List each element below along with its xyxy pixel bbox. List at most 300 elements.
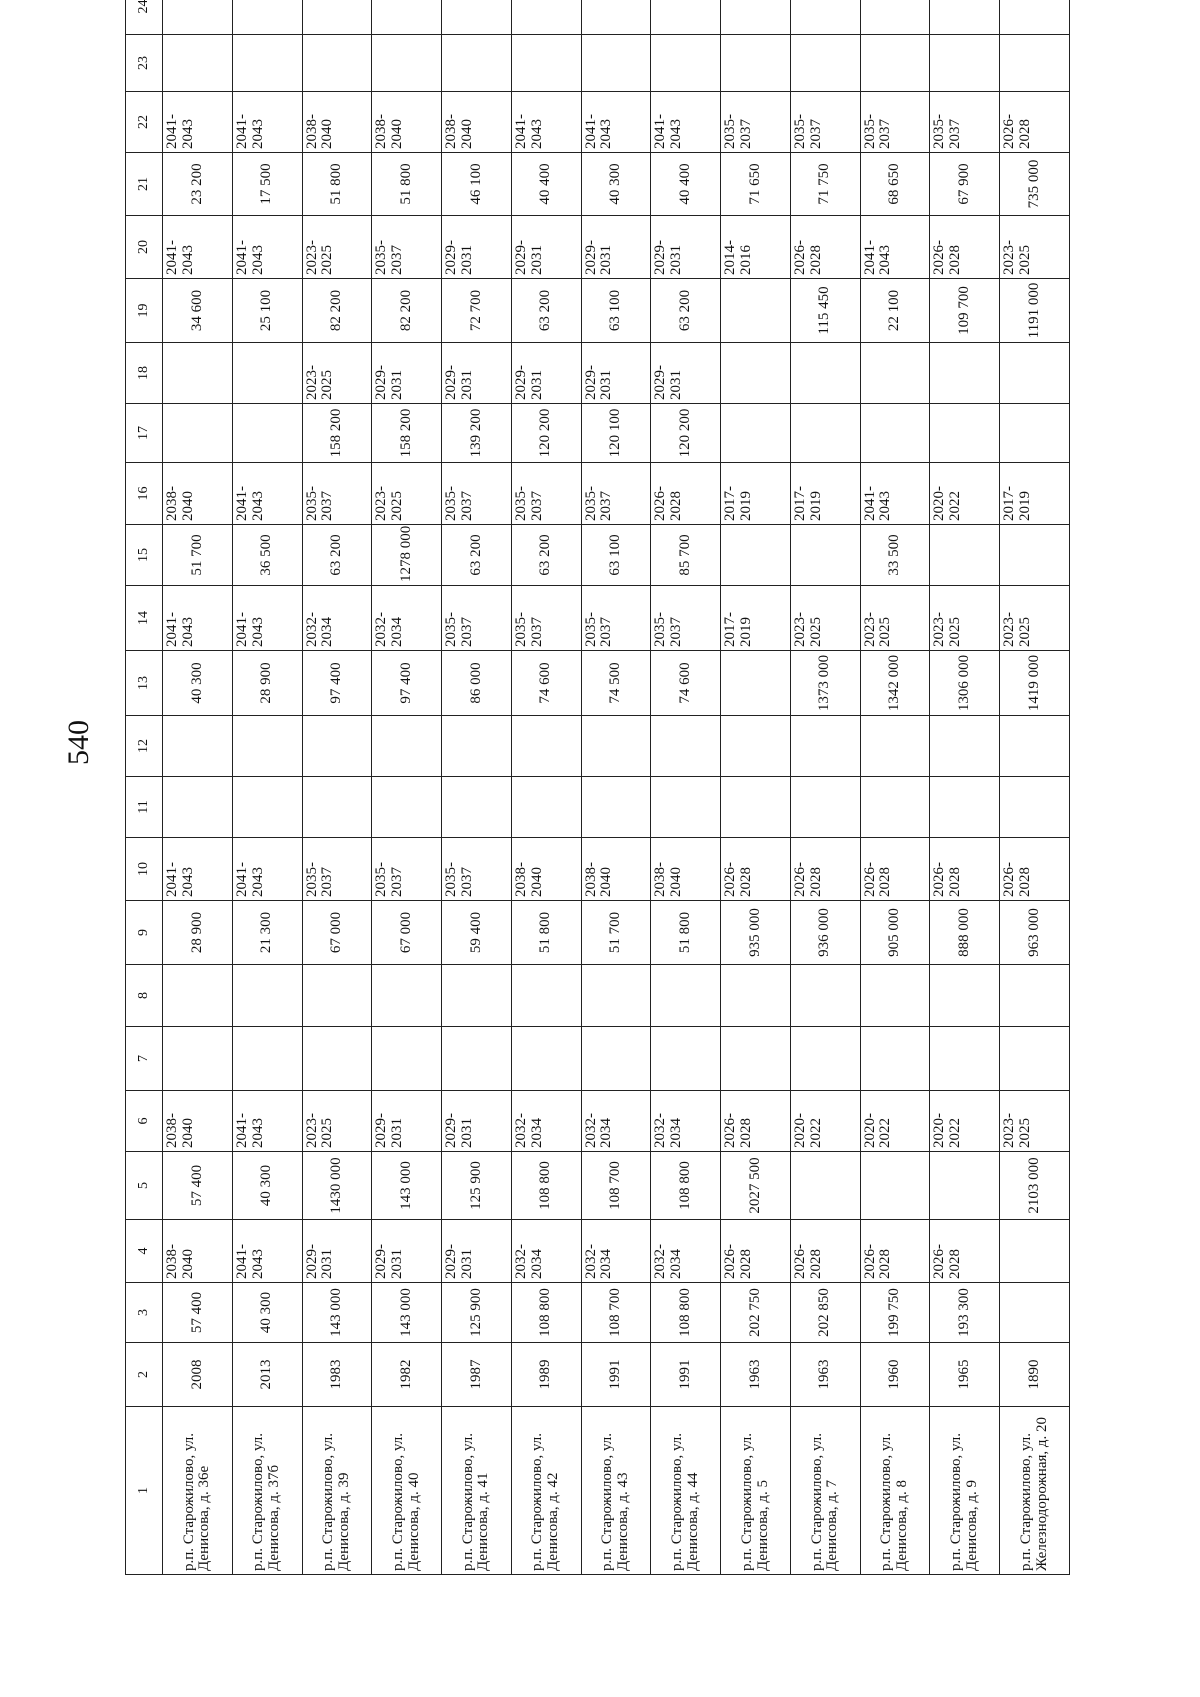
value-cell: [721, 777, 791, 838]
column-header-10: 10: [126, 838, 163, 901]
period-cell: 2035-2037: [651, 586, 721, 651]
column-header-4: 4: [126, 1220, 163, 1283]
period-cell: 2023-2025: [1000, 586, 1070, 651]
value-cell: [790, 525, 860, 586]
value-cell: 108 700: [581, 1283, 651, 1343]
period-cell: [1000, 1220, 1070, 1283]
value-cell: [651, 716, 721, 777]
value-cell: 1987: [442, 1343, 512, 1407]
value-cell: [163, 1027, 233, 1091]
value-cell: 143 000: [372, 1283, 442, 1343]
period-cell: 2041-2043: [163, 92, 233, 153]
value-cell: [302, 0, 372, 35]
period-cell: 2035-2037: [930, 92, 1000, 153]
value-cell: [581, 965, 651, 1027]
address-cell: р.п. Старожилово, ул. Денисова, д. 44: [651, 1407, 721, 1575]
period-cell: [1000, 343, 1070, 404]
period-cell: 2020-2022: [860, 1091, 930, 1152]
value-cell: [1000, 716, 1070, 777]
period-cell: 2020-2022: [930, 463, 1000, 525]
value-cell: 82 200: [372, 279, 442, 343]
value-cell: [581, 0, 651, 35]
value-cell: [232, 716, 302, 777]
value-cell: 63 100: [581, 279, 651, 343]
value-cell: 1430 000: [302, 1152, 372, 1220]
table-row: [442, 0, 512, 1575]
value-cell: [721, 965, 791, 1027]
value-cell: [511, 0, 581, 35]
value-cell: [581, 777, 651, 838]
period-cell: 2032-2034: [302, 586, 372, 651]
period-cell: 2017-2019: [1000, 463, 1070, 525]
period-cell: 2038-2040: [163, 1220, 233, 1283]
value-cell: [790, 35, 860, 92]
period-cell: 2032-2034: [581, 1091, 651, 1152]
table-row: [930, 0, 1000, 1575]
value-cell: [930, 404, 1000, 463]
rotated-table-wrapper: [125, 0, 1070, 1575]
value-cell: [1000, 1283, 1070, 1343]
period-cell: [721, 343, 791, 404]
column-header-23: 23: [126, 35, 163, 92]
value-cell: [232, 35, 302, 92]
value-cell: [790, 777, 860, 838]
address-cell: р.п. Старожилово, ул. Денисова, д. 7: [790, 1407, 860, 1575]
address-cell: р.п. Старожилово, ул. Денисова, д. 39: [302, 1407, 372, 1575]
value-cell: [372, 777, 442, 838]
period-cell: 2041-2043: [581, 92, 651, 153]
period-cell: 2029-2031: [372, 1091, 442, 1152]
value-cell: 735 000: [1000, 153, 1070, 216]
period-cell: 2038-2040: [442, 92, 512, 153]
value-cell: [1000, 404, 1070, 463]
value-cell: [442, 1027, 512, 1091]
address-cell: р.п. Старожилово, ул. Денисова, д. 8: [860, 1407, 930, 1575]
value-cell: 108 800: [511, 1152, 581, 1220]
period-cell: 2026-2028: [721, 838, 791, 901]
address-cell: р.п. Старожилово, ул. Денисова, д. 42: [511, 1407, 581, 1575]
value-cell: 71 650: [721, 153, 791, 216]
period-cell: 2035-2037: [302, 463, 372, 525]
period-cell: 2038-2040: [163, 1091, 233, 1152]
value-cell: [860, 404, 930, 463]
value-cell: 905 000: [860, 901, 930, 965]
column-header-19: 19: [126, 279, 163, 343]
value-cell: 1342 000: [860, 651, 930, 716]
value-cell: 1890: [1000, 1343, 1070, 1407]
period-cell: 2038-2040: [511, 838, 581, 901]
value-cell: 108 800: [511, 1283, 581, 1343]
period-cell: 2041-2043: [860, 463, 930, 525]
column-header-3: 3: [126, 1283, 163, 1343]
address-cell: р.п. Старожилово, ул. Денисова, д. 43: [581, 1407, 651, 1575]
value-cell: [930, 525, 1000, 586]
value-cell: 1306 000: [930, 651, 1000, 716]
value-cell: [651, 965, 721, 1027]
value-cell: [790, 404, 860, 463]
column-header-24: 24: [126, 0, 163, 35]
value-cell: [372, 35, 442, 92]
column-header-2: 2: [126, 1343, 163, 1407]
column-header-16: 16: [126, 463, 163, 525]
value-cell: [721, 525, 791, 586]
period-cell: 2038-2040: [372, 92, 442, 153]
value-cell: 2027 500: [721, 1152, 791, 1220]
period-cell: 2035-2037: [511, 586, 581, 651]
period-cell: 2041-2043: [232, 586, 302, 651]
value-cell: [581, 1027, 651, 1091]
value-cell: [1000, 1027, 1070, 1091]
value-cell: 1991: [651, 1343, 721, 1407]
value-cell: [232, 965, 302, 1027]
value-cell: [372, 716, 442, 777]
period-cell: 2035-2037: [372, 216, 442, 279]
value-cell: 120 100: [581, 404, 651, 463]
period-cell: 2029-2031: [442, 216, 512, 279]
value-cell: [1000, 777, 1070, 838]
address-cell: р.п. Старожилово, ул. Денисова, д. 9: [930, 1407, 1000, 1575]
period-cell: 2023-2025: [930, 586, 1000, 651]
value-cell: 74 500: [581, 651, 651, 716]
value-cell: [232, 404, 302, 463]
table-row: [163, 0, 233, 1575]
value-cell: 71 750: [790, 153, 860, 216]
table-row: [302, 0, 372, 1575]
column-header-21: 21: [126, 153, 163, 216]
value-cell: 40 300: [232, 1152, 302, 1220]
value-cell: [721, 1027, 791, 1091]
period-cell: 2023-2025: [302, 216, 372, 279]
period-cell: 2023-2025: [860, 586, 930, 651]
period-cell: 2032-2034: [511, 1091, 581, 1152]
value-cell: [302, 965, 372, 1027]
period-cell: 2023-2025: [302, 343, 372, 404]
value-cell: 57 400: [163, 1283, 233, 1343]
value-cell: [651, 35, 721, 92]
period-cell: 2026-2028: [790, 838, 860, 901]
value-cell: 82 200: [302, 279, 372, 343]
table-row: [721, 0, 791, 1575]
period-cell: 2020-2022: [790, 1091, 860, 1152]
value-cell: [581, 716, 651, 777]
period-cell: 2026-2028: [930, 1220, 1000, 1283]
value-cell: 108 700: [581, 1152, 651, 1220]
value-cell: 120 200: [651, 404, 721, 463]
column-header-18: 18: [126, 343, 163, 404]
table-row: [651, 0, 721, 1575]
value-cell: 34 600: [163, 279, 233, 343]
value-cell: 46 100: [442, 153, 512, 216]
value-cell: [1000, 0, 1070, 35]
period-cell: 2014-2016: [721, 216, 791, 279]
page-number: 540: [62, 720, 95, 765]
value-cell: [442, 965, 512, 1027]
column-header-6: 6: [126, 1091, 163, 1152]
table-body: [163, 0, 1070, 1575]
value-cell: 1278 000: [372, 525, 442, 586]
value-cell: 28 900: [163, 901, 233, 965]
period-cell: 2038-2040: [651, 838, 721, 901]
value-cell: [721, 404, 791, 463]
value-cell: [721, 651, 791, 716]
value-cell: 72 700: [442, 279, 512, 343]
period-cell: 2029-2031: [511, 343, 581, 404]
value-cell: [860, 1152, 930, 1220]
value-cell: 1191 000: [1000, 279, 1070, 343]
period-cell: [860, 343, 930, 404]
value-cell: 63 200: [651, 279, 721, 343]
column-header-7: 7: [126, 1027, 163, 1091]
period-cell: 2026-2028: [930, 216, 1000, 279]
period-cell: 2032-2034: [511, 1220, 581, 1283]
value-cell: [163, 0, 233, 35]
period-cell: 2035-2037: [442, 838, 512, 901]
column-header-8: 8: [126, 965, 163, 1027]
value-cell: [721, 716, 791, 777]
value-cell: [511, 1027, 581, 1091]
period-cell: 2029-2031: [372, 1220, 442, 1283]
value-cell: 36 500: [232, 525, 302, 586]
value-cell: 85 700: [651, 525, 721, 586]
period-cell: 2017-2019: [790, 463, 860, 525]
value-cell: 63 200: [442, 525, 512, 586]
value-cell: [860, 965, 930, 1027]
period-cell: 2038-2040: [581, 838, 651, 901]
value-cell: 74 600: [511, 651, 581, 716]
value-cell: 936 000: [790, 901, 860, 965]
value-cell: [163, 404, 233, 463]
value-cell: 21 300: [232, 901, 302, 965]
value-cell: [442, 777, 512, 838]
value-cell: [232, 0, 302, 35]
value-cell: 67 900: [930, 153, 1000, 216]
column-header-11: 11: [126, 777, 163, 838]
period-cell: 2029-2031: [372, 343, 442, 404]
value-cell: 1983: [302, 1343, 372, 1407]
period-cell: 2035-2037: [721, 92, 791, 153]
value-cell: 63 100: [581, 525, 651, 586]
value-cell: 23 200: [163, 153, 233, 216]
column-header-5: 5: [126, 1152, 163, 1220]
period-cell: 2032-2034: [651, 1220, 721, 1283]
value-cell: [930, 35, 1000, 92]
value-cell: 125 900: [442, 1283, 512, 1343]
value-cell: 199 750: [860, 1283, 930, 1343]
period-cell: 2026-2028: [1000, 92, 1070, 153]
value-cell: 28 900: [232, 651, 302, 716]
value-cell: 57 400: [163, 1152, 233, 1220]
period-cell: 2017-2019: [721, 463, 791, 525]
period-cell: 2041-2043: [232, 1091, 302, 1152]
column-header-20: 20: [126, 216, 163, 279]
period-cell: 2023-2025: [302, 1091, 372, 1152]
value-cell: 143 000: [372, 1152, 442, 1220]
period-cell: 2020-2022: [930, 1091, 1000, 1152]
value-cell: 1373 000: [790, 651, 860, 716]
address-cell: р.п. Старожилово, ул. Железнодорожная, д. 20: [1000, 1407, 1070, 1575]
value-cell: 51 800: [511, 901, 581, 965]
value-cell: [372, 965, 442, 1027]
table-row: [372, 0, 442, 1575]
column-header-12: 12: [126, 716, 163, 777]
table-row: [581, 0, 651, 1575]
value-cell: 158 200: [372, 404, 442, 463]
period-cell: 2026-2028: [721, 1220, 791, 1283]
value-cell: 63 200: [511, 279, 581, 343]
value-cell: [721, 279, 791, 343]
period-cell: 2029-2031: [581, 216, 651, 279]
period-cell: 2041-2043: [163, 838, 233, 901]
period-cell: 2029-2031: [442, 1220, 512, 1283]
period-cell: 2035-2037: [372, 838, 442, 901]
period-cell: 2026-2028: [930, 838, 1000, 901]
header-row: [126, 0, 163, 1575]
period-cell: 2041-2043: [232, 1220, 302, 1283]
value-cell: 108 800: [651, 1283, 721, 1343]
value-cell: [930, 777, 1000, 838]
column-header-22: 22: [126, 92, 163, 153]
value-cell: [930, 716, 1000, 777]
period-cell: 2029-2031: [651, 343, 721, 404]
value-cell: [511, 777, 581, 838]
table-row: [1000, 0, 1070, 1575]
value-cell: 202 750: [721, 1283, 791, 1343]
value-cell: [721, 0, 791, 35]
period-cell: 2035-2037: [442, 586, 512, 651]
value-cell: 1960: [860, 1343, 930, 1407]
value-cell: [163, 965, 233, 1027]
value-cell: 963 000: [1000, 901, 1070, 965]
value-cell: 74 600: [651, 651, 721, 716]
value-cell: 67 000: [302, 901, 372, 965]
column-header-14: 14: [126, 586, 163, 651]
value-cell: [163, 35, 233, 92]
period-cell: 2023-2025: [372, 463, 442, 525]
period-cell: 2026-2028: [860, 1220, 930, 1283]
value-cell: [790, 1027, 860, 1091]
value-cell: 1982: [372, 1343, 442, 1407]
period-cell: 2029-2031: [442, 1091, 512, 1152]
value-cell: 33 500: [860, 525, 930, 586]
period-cell: 2041-2043: [232, 463, 302, 525]
value-cell: [860, 777, 930, 838]
period-cell: 2026-2028: [1000, 838, 1070, 901]
table-row: [232, 0, 302, 1575]
period-cell: 2041-2043: [860, 216, 930, 279]
period-cell: 2038-2040: [302, 92, 372, 153]
period-cell: [232, 343, 302, 404]
period-cell: 2026-2028: [790, 1220, 860, 1283]
value-cell: 51 800: [372, 153, 442, 216]
period-cell: 2023-2025: [1000, 216, 1070, 279]
value-cell: 158 200: [302, 404, 372, 463]
period-cell: 2023-2025: [790, 586, 860, 651]
value-cell: [651, 0, 721, 35]
value-cell: 86 000: [442, 651, 512, 716]
period-cell: [790, 343, 860, 404]
period-cell: 2035-2037: [442, 463, 512, 525]
value-cell: 125 900: [442, 1152, 512, 1220]
period-cell: 2035-2037: [302, 838, 372, 901]
value-cell: 40 300: [163, 651, 233, 716]
value-cell: [511, 716, 581, 777]
value-cell: [163, 777, 233, 838]
value-cell: [790, 0, 860, 35]
period-cell: 2029-2031: [511, 216, 581, 279]
period-cell: 2029-2031: [302, 1220, 372, 1283]
value-cell: 2008: [163, 1343, 233, 1407]
value-cell: [372, 1027, 442, 1091]
value-cell: 1965: [930, 1343, 1000, 1407]
period-cell: 2035-2037: [860, 92, 930, 153]
period-cell: 2023-2025: [1000, 1091, 1070, 1152]
value-cell: 108 800: [651, 1152, 721, 1220]
value-cell: [581, 35, 651, 92]
value-cell: 115 450: [790, 279, 860, 343]
value-cell: [1000, 965, 1070, 1027]
value-cell: [790, 716, 860, 777]
value-cell: [1000, 35, 1070, 92]
value-cell: 1963: [721, 1343, 791, 1407]
value-cell: [651, 777, 721, 838]
value-cell: 63 200: [511, 525, 581, 586]
value-cell: 1419 000: [1000, 651, 1070, 716]
value-cell: 97 400: [302, 651, 372, 716]
value-cell: 2013: [232, 1343, 302, 1407]
value-cell: [860, 0, 930, 35]
address-cell: р.п. Старожилово, ул. Денисова, д. 37б: [232, 1407, 302, 1575]
value-cell: [860, 35, 930, 92]
column-header-1: 1: [126, 1407, 163, 1575]
value-cell: 51 800: [302, 153, 372, 216]
value-cell: 68 650: [860, 153, 930, 216]
value-cell: 1989: [511, 1343, 581, 1407]
period-cell: 2035-2037: [511, 463, 581, 525]
period-cell: 2026-2028: [651, 463, 721, 525]
value-cell: 40 300: [232, 1283, 302, 1343]
period-cell: 2035-2037: [790, 92, 860, 153]
value-cell: 109 700: [930, 279, 1000, 343]
period-cell: 2029-2031: [581, 343, 651, 404]
value-cell: [442, 35, 512, 92]
value-cell: 193 300: [930, 1283, 1000, 1343]
value-cell: [442, 716, 512, 777]
address-cell: р.п. Старожилово, ул. Денисова, д. 41: [442, 1407, 512, 1575]
period-cell: 2041-2043: [232, 92, 302, 153]
value-cell: 22 100: [860, 279, 930, 343]
value-cell: 1963: [790, 1343, 860, 1407]
value-cell: [302, 716, 372, 777]
period-cell: 2029-2031: [442, 343, 512, 404]
value-cell: [372, 0, 442, 35]
period-cell: 2026-2028: [721, 1091, 791, 1152]
column-header-9: 9: [126, 901, 163, 965]
value-cell: [302, 777, 372, 838]
value-cell: [860, 716, 930, 777]
value-cell: [790, 1152, 860, 1220]
period-cell: 2017-2019: [721, 586, 791, 651]
value-cell: 67 000: [372, 901, 442, 965]
data-table: [125, 0, 1070, 1575]
period-cell: 2041-2043: [232, 838, 302, 901]
value-cell: 143 000: [302, 1283, 372, 1343]
value-cell: [302, 35, 372, 92]
value-cell: [511, 35, 581, 92]
value-cell: 17 500: [232, 153, 302, 216]
value-cell: 51 800: [651, 901, 721, 965]
value-cell: 97 400: [372, 651, 442, 716]
value-cell: [790, 965, 860, 1027]
